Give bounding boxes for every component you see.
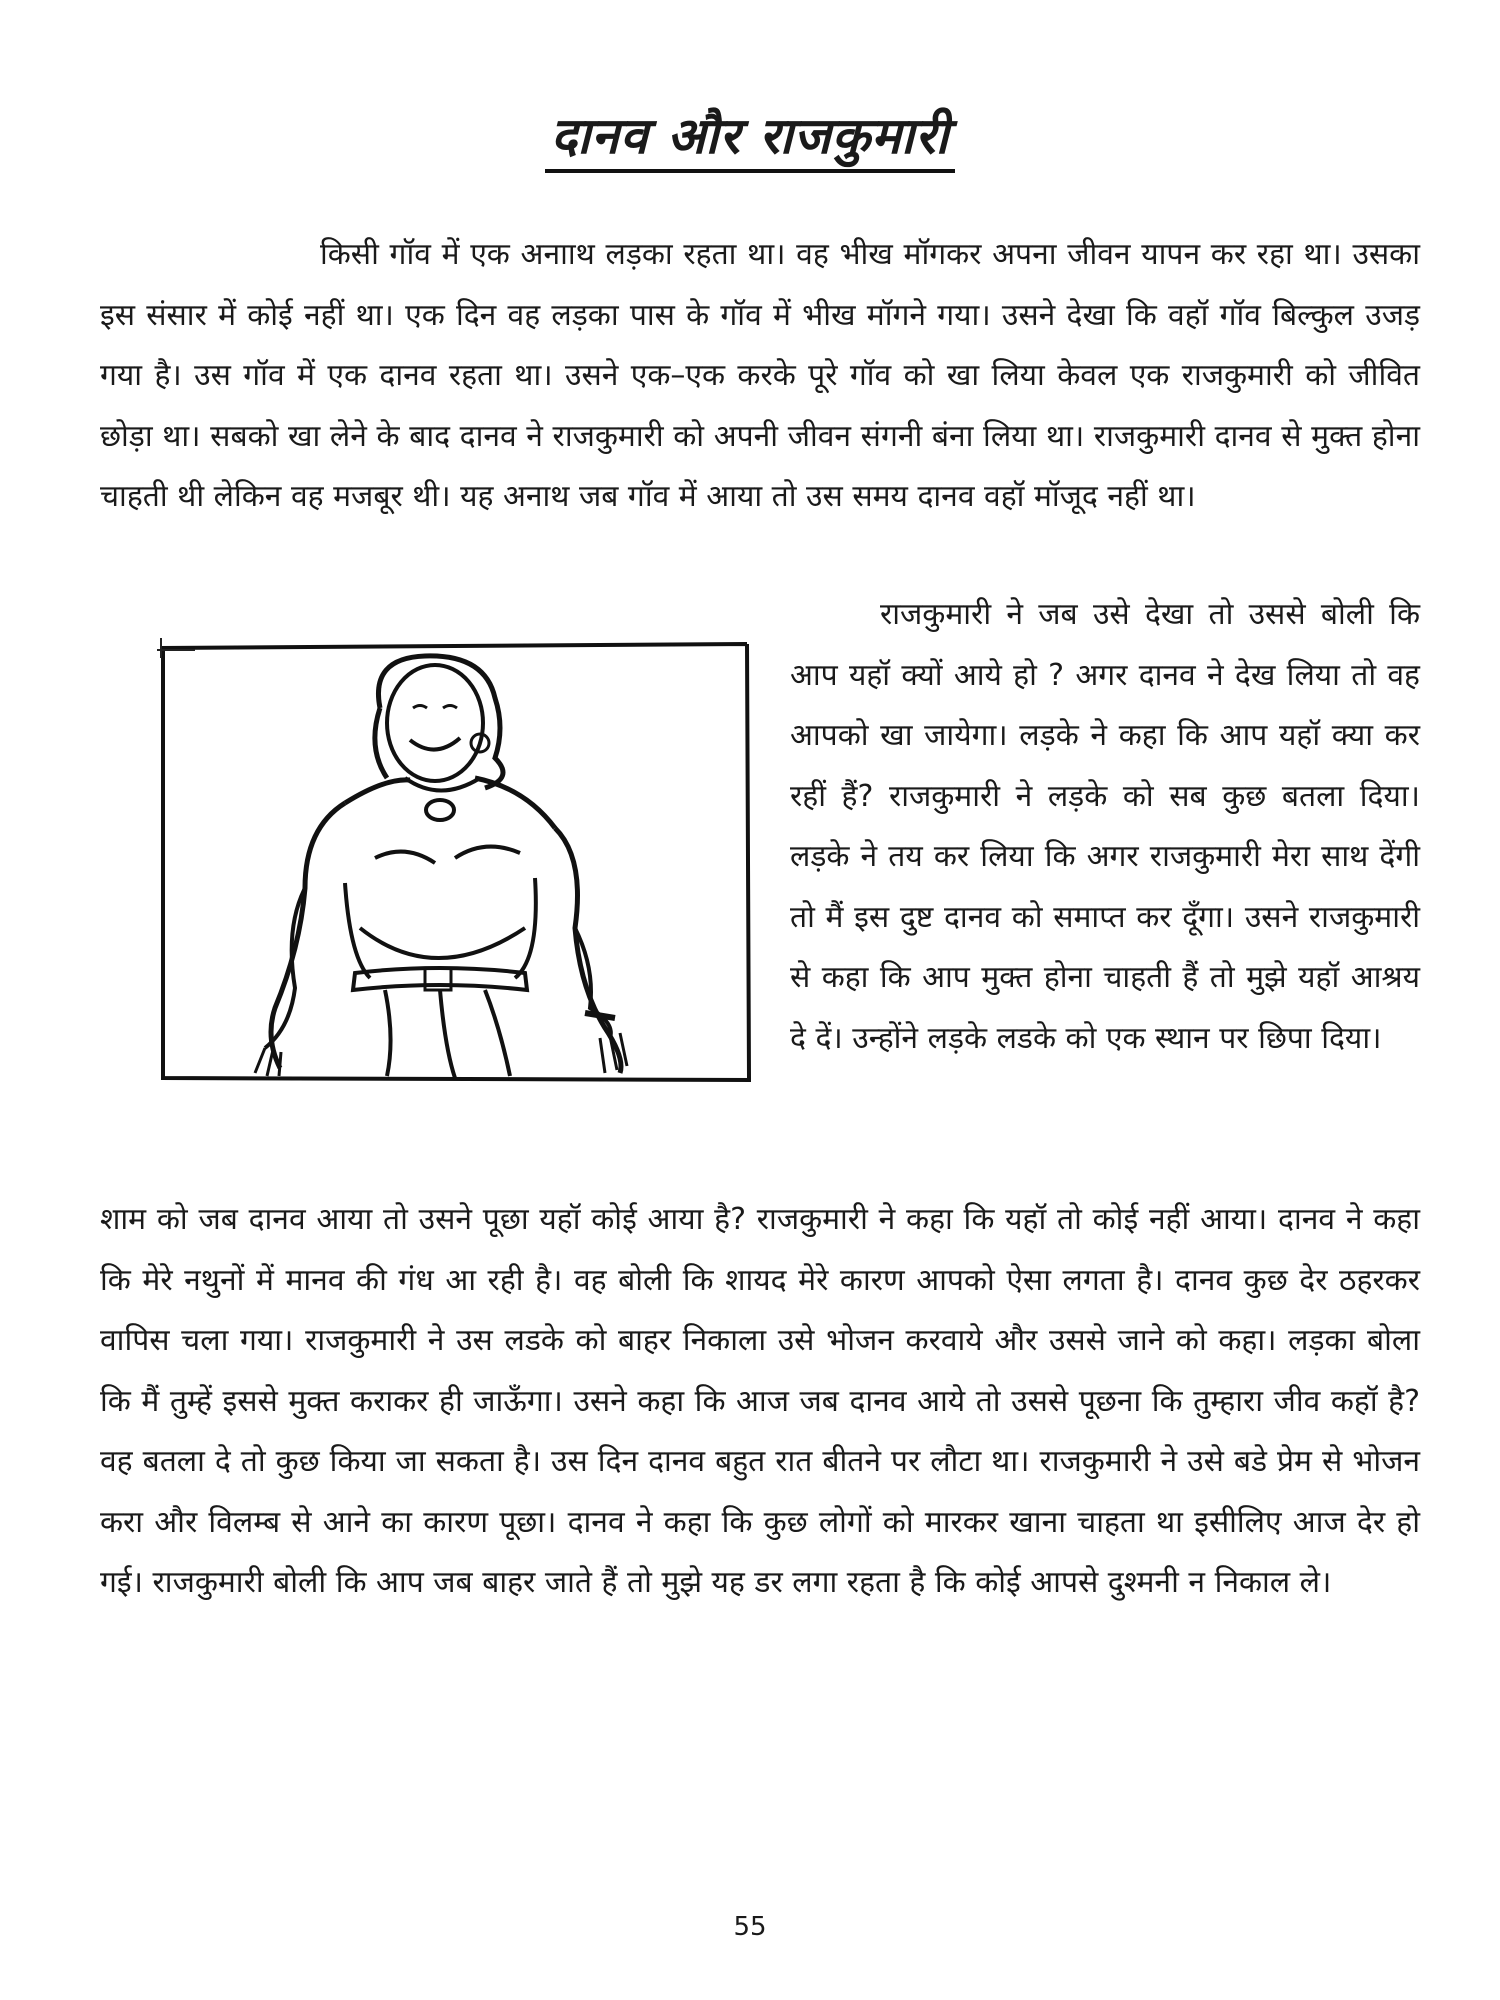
paragraph-3: शाम को जब दानव आया तो उसने पूछा यहॉ कोई आया है? राजकुमारी ने कहा कि यहॉ तो कोई नहीं आया। दानव ने कहा कि मेरे नथुनों में मानव की गंध आ रही है। वह बोली कि शायद मेरे कारण आपको ऐसा लगता है। दानव कुछ देर ठहरकर वापिस चला गया। राजकुमारी ने उस लडके को बाहर निकाला उसे भोजन करवाये और उससे जाने को कहा। लड़का बोला कि मैं तुम्हें इससे मुक्त कराकर ही जाऊँगा। उसने कहा कि आज जब दानव आये तो उससे पूछना कि तुम्हारा जीव कहॉ है? वह बतला दे तो कुछ किया जा सकता है। उस दिन दानव बहुत रात बीतने पर लौटा था। राजकुमारी ने उसे बडे प्रेम से भोजन करा और विलम्ब से आने का कारण पूछा। दानव ने कहा कि कुछ लोगों को मारकर खाना चाहता था इसीलिए आज देर हो गई। राजकुमारी बोली कि आप जब बाहर जाते हैं तो मुझे यह डर लगा रहता है कि कोई आपसे दुश्मनी न निकाल ले। bbox=[100, 1202, 1420, 1600]
page-number: 55 bbox=[733, 1912, 767, 1942]
demon-illustration bbox=[155, 628, 755, 1098]
demon-illustration-icon bbox=[155, 628, 755, 1098]
paragraph-1: किसी गॉव में एक अनााथ लड़का रहता था। वह भीख मॉगकर अपना जीवन यापन कर रहा था। उसका इस संसार में कोई नहीं था। एक दिन वह लड़का पास के गॉव में भीख मॉगने गया। उसने देखा कि वहॉ गॉव बिल्कुल उजड़ गया है। उस गॉव में एक दानव रहता था। उसने एक–एक करके पूरे गॉव को खा लिया केवल एक राजकुमारी को जीवित छोड़ा था। सबको खा लेने के बाद दानव ने राजकुमारी को अपनी जीवन संगनी बंना लिया था। राजकुमारी दानव से मुक्त होना चाहती थी लेकिन वह मजबूर थी। यह अनाथ जब गॉव में आया तो उस समय दानव वहॉ मॉजूद नहीं था। bbox=[100, 237, 1420, 514]
story-title bbox=[0, 100, 1500, 168]
paragraph-2: राजकुमारी ने जब उसे देखा तो उससे बोली कि आप यहॉ क्यों आये हो ? अगर दानव ने देख लिया तो वह आपको खा जायेगा। लड़के ने कहा कि आप यहॉ क्या कर रहीं हैं? राजकुमारी ने लड़के को सब कुछ बतला दिया। लड़के ने तय कर लिया कि अगर राजकुमारी मेरा साथ देंगी तो मैं इस दुष्ट दानव को समाप्त कर दूँगा। उसने राजकुमारी से कहा कि आप मुक्त होना चाहती हैं तो मुझे यहॉ आश्रय दे दें। उन्होंने लड़के लडके को एक स्थान पर छिपा दिया। bbox=[790, 597, 1420, 1056]
story-title-text: दानव और राजकुमारी bbox=[545, 107, 956, 173]
